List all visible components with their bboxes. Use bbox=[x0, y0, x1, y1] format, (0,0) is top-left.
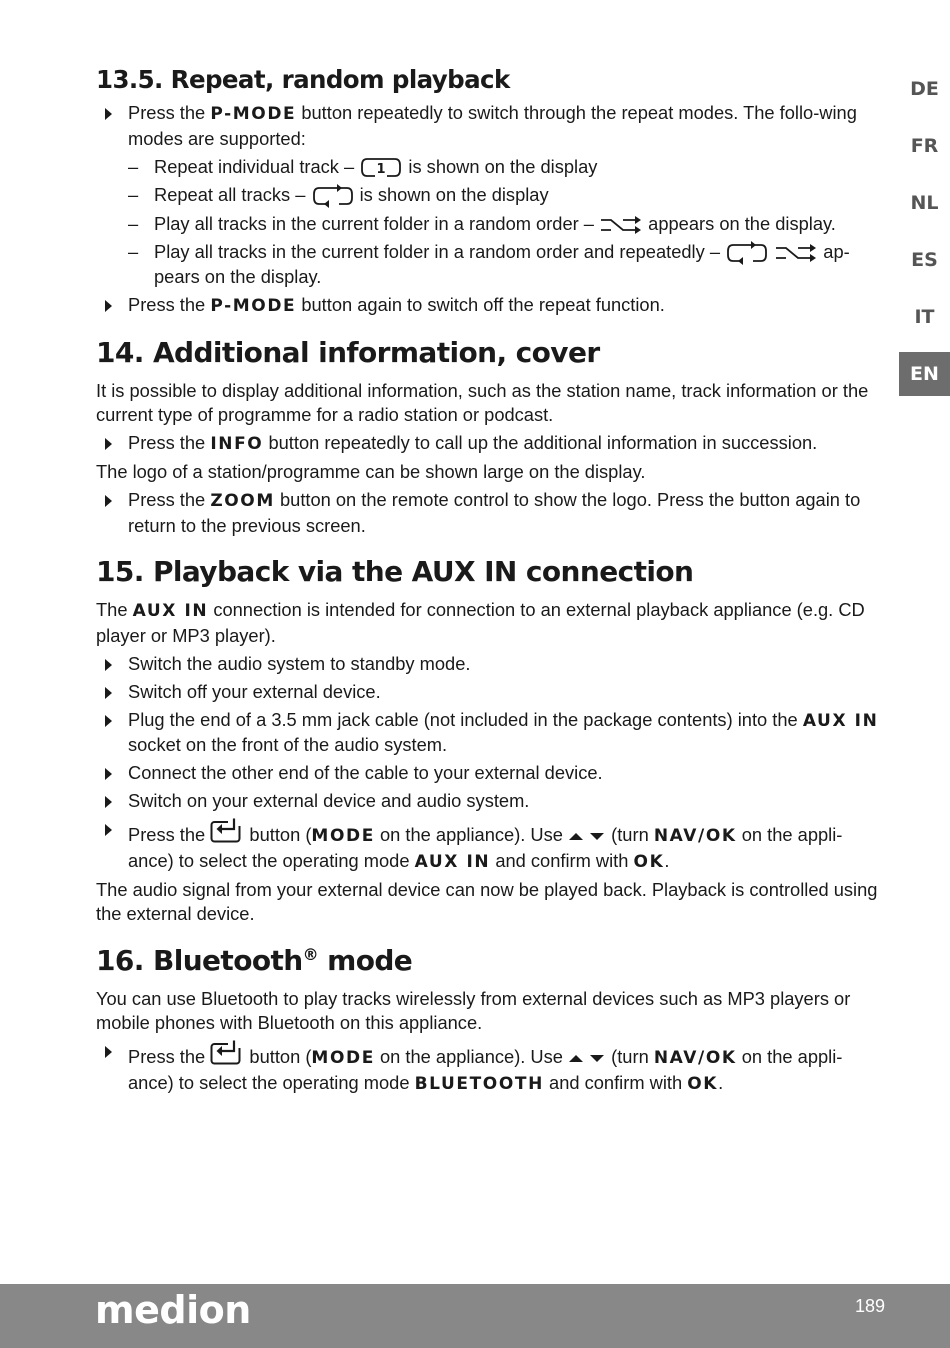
bullet-arrow-icon bbox=[105, 824, 112, 836]
dash-item: – Repeat all tracks – is shown on the display bbox=[96, 183, 882, 208]
paragraph: It is possible to display additional information, such as the station name, track information or the current type of programme for a radio station or podcast. bbox=[96, 379, 869, 426]
paragraph: The audio signal from your external device can now be played back. Playback is controlled using the external device. bbox=[96, 878, 878, 925]
bullet-arrow-icon bbox=[105, 1046, 112, 1058]
repeat-all-icon bbox=[725, 241, 769, 265]
paragraph: You can use Bluetooth to play tracks wirelessly from external devices such as MP3 players or mobile phones with Bluetooth on this appliance. bbox=[96, 987, 851, 1034]
bullet-arrow-icon bbox=[105, 687, 112, 699]
bullet-item: Plug the end of a 3.5 mm jack cable (not included in the package contents) into the AUX IN socket on the front of the audio system. bbox=[96, 708, 882, 758]
bullet-arrow-icon bbox=[105, 438, 112, 450]
lang-tab-it: IT bbox=[914, 306, 935, 328]
page-number: 189 bbox=[855, 1296, 886, 1316]
svg-text:medion: medion bbox=[95, 1288, 251, 1332]
section-title-15: 15. Playback via the AUX IN connection bbox=[96, 555, 694, 589]
key-label: ZOOM bbox=[210, 491, 275, 512]
key-label: NAV/OK bbox=[653, 826, 737, 847]
key-label: P-MODE bbox=[210, 296, 297, 317]
lang-tab-es: ES bbox=[911, 249, 938, 271]
svg-text:1: 1 bbox=[376, 161, 386, 177]
bullet-arrow-icon bbox=[105, 300, 112, 312]
section-title-13-5: 13.5. Repeat, random playback bbox=[96, 65, 510, 94]
key-label: AUX IN bbox=[802, 710, 879, 731]
key-label: AUX IN bbox=[132, 601, 209, 622]
key-label: NAV/OK bbox=[653, 1048, 737, 1069]
section-title-16: 16. Bluetooth® mode bbox=[96, 943, 413, 977]
section-title-14: 14. Additional information, cover bbox=[96, 335, 600, 369]
lang-tab-nl: NL bbox=[910, 192, 939, 214]
key-label: OK bbox=[633, 851, 665, 872]
bullet-item: Press the button (MODE on the appliance). Use (turn NAV/OK on the appli-ance) to select the operating mode BLUETOOTH and confirm with OK. bbox=[96, 1039, 882, 1096]
key-label: BLUETOOTH bbox=[414, 1073, 544, 1094]
bullet-item: Switch on your external device and audio system. bbox=[96, 789, 882, 814]
key-label: P-MODE bbox=[210, 104, 297, 124]
bullet-item: Press the button (MODE on the appliance). Use (turn NAV/OK on the appli-ance) to select the operating mode AUX IN and confirm with OK. bbox=[96, 817, 882, 874]
repeat-one-icon bbox=[359, 156, 403, 180]
lang-tab-de: DE bbox=[910, 78, 939, 100]
key-label: MODE bbox=[311, 1048, 375, 1069]
key-label: AUX IN bbox=[414, 851, 491, 872]
paragraph: The logo of a station/programme can be shown large on the display. bbox=[96, 461, 646, 483]
bullet-arrow-icon bbox=[105, 659, 112, 671]
up-down-arrows-icon bbox=[568, 1052, 606, 1064]
shuffle-icon bbox=[774, 242, 818, 264]
bullet-item: Press the ZOOM button on the remote control to show the logo. Press the button again to return to the previous screen. bbox=[96, 488, 882, 538]
up-down-arrows-icon bbox=[568, 830, 606, 842]
lang-tab-fr: FR bbox=[910, 135, 939, 157]
medion-logo bbox=[95, 1287, 265, 1333]
bullet-arrow-icon bbox=[105, 796, 112, 808]
source-button-icon bbox=[210, 817, 244, 843]
bullet-arrow-icon bbox=[105, 495, 112, 507]
dash-item: – Play all tracks in the current folder in a random order and repeatedly – ap-pears on the display. bbox=[128, 240, 850, 288]
paragraph: The AUX IN connection is intended for connection to an external playback appliance (e.g. CD player or MP3 player). bbox=[96, 599, 865, 646]
key-label: OK bbox=[687, 1073, 719, 1094]
bullet-item: Switch the audio system to standby mode. bbox=[96, 652, 882, 677]
key-label: INFO bbox=[210, 434, 264, 455]
repeat-all-icon bbox=[311, 184, 355, 208]
dash-item: – Play all tracks in the current folder in a random order – appears on the display. bbox=[96, 212, 882, 237]
bullet-item: Press the P-MODE button again to switch off the repeat function. bbox=[96, 293, 882, 319]
shuffle-icon bbox=[599, 214, 643, 236]
source-button-icon bbox=[210, 1039, 244, 1065]
bullet-arrow-icon bbox=[105, 108, 112, 120]
bullet-arrow-icon bbox=[105, 768, 112, 780]
bullet-item: Press the INFO button repeatedly to call up the additional information in succession. bbox=[96, 431, 882, 457]
key-label: MODE bbox=[311, 826, 375, 847]
bullet-item: Switch off your external device. bbox=[96, 680, 882, 705]
bullet-item: Connect the other end of the cable to your external device. bbox=[96, 761, 882, 786]
page-content bbox=[96, 62, 882, 1100]
bullet-arrow-icon bbox=[105, 715, 112, 727]
lang-tab-en: EN bbox=[899, 352, 950, 396]
bullet-item: Press the P-MODE button repeatedly to switch through the repeat modes. The follo-wing modes are supported: bbox=[96, 101, 882, 151]
dash-item: – Repeat individual track – 1 is shown on the display bbox=[96, 155, 882, 180]
